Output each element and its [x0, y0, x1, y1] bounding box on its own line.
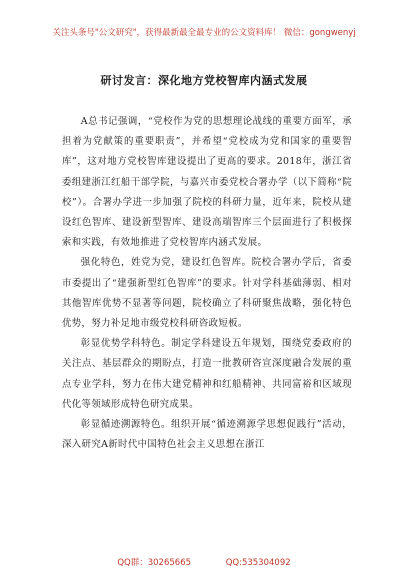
document-body [62, 112, 352, 455]
paragraph-4: 彰显循迹溯源特色。组织开展“循迹溯源学思想促践行”活动，深入研究A新时代中国特色社会主义思想在浙江 [62, 419, 352, 451]
footer-qq-number: QQ:535304092 [225, 558, 291, 568]
document-title: 研讨发言：深化地方党校智库内涵式发展 [100, 74, 308, 87]
paragraph-3: 彰显优势学科特色。制定学科建设五年规划，围绕党委政府的关注点、基层群众的期盼点，打造一批教研咨宣深度融合发展的重点专业学科，努力在伟大建党精神和红船精神、共同富裕和区域现代化等领域形成特色研究成果。 [62, 338, 352, 410]
paragraph-1: A总书记强调，“党校作为党的思想理论战线的重要方面军，承担着为党献策的重要职责”，并希望“党校成为党和国家的重要智库”，这对地方党校智库建设提出了更高的要求。2018年，浙江省委组建浙江红船干部学院，与嘉兴市委党校合署办学（以下简称“院校”）。合署办学进一步加强了院校的科研力量，近年来，院校从建设红色智库、建设新型智库、建设高端智库三个层面进行了积极探索和实践，有效地推进了党校智库内涵式发展。 [62, 116, 352, 249]
footer-qq-group: QQ群：30265665 [117, 558, 192, 568]
header-banner: 关注头条号"公文研究"，获得最新最全最专业的公文资料库！ 微信：gongwenyj [52, 28, 356, 38]
footer-contact [0, 556, 408, 568]
paragraph-2: 强化特色，姓党为党，建设红色智库。院校合署办学后，省委市委提出了“建强新型红色智库”的要求。针对学科基础薄弱、相对其他智库优势不显著等问题，院校确立了科研聚焦战略，强化特色优势，努力补足地市级党校科研咨政短板。 [62, 257, 352, 330]
